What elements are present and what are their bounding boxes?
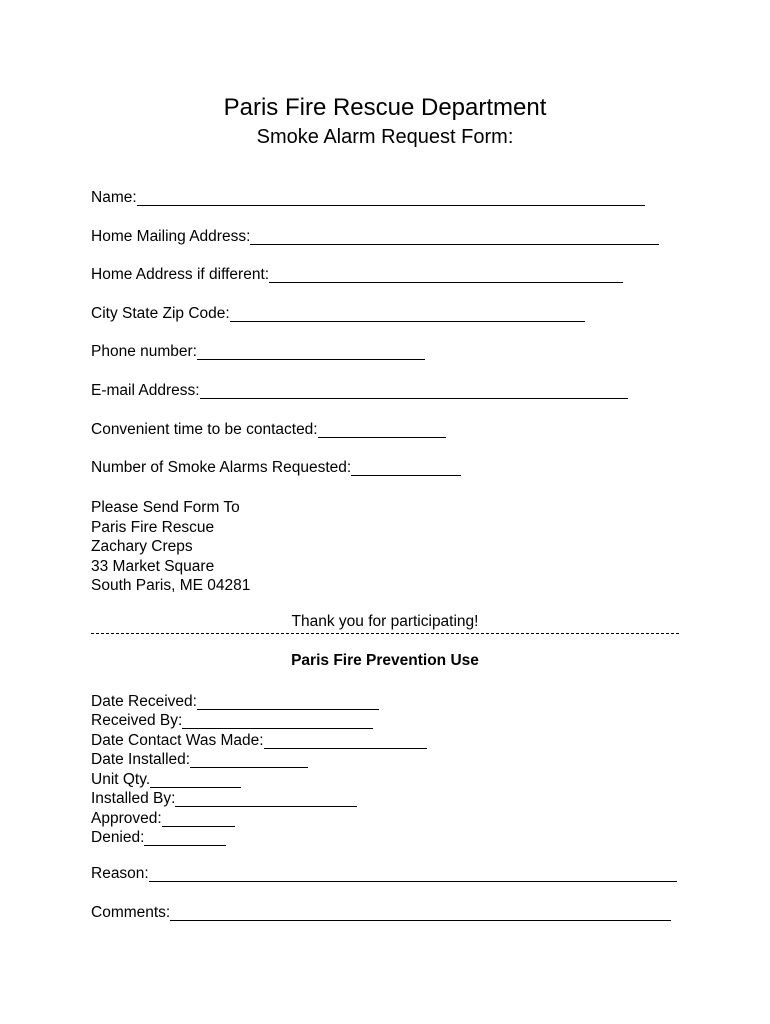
home-address-alt-blank[interactable]: [269, 267, 623, 283]
send-to-line: South Paris, ME 04281: [91, 577, 251, 594]
email-blank[interactable]: [200, 383, 628, 399]
unit-qty-blank[interactable]: [150, 772, 241, 788]
city-state-zip-label: City State Zip Code:: [91, 305, 230, 322]
alarm-count-field: [91, 459, 461, 477]
date-received-label: Date Received:: [91, 692, 197, 710]
contact-time-label: Convenient time to be contacted:: [91, 421, 318, 438]
date-contact-blank[interactable]: [264, 733, 427, 749]
send-to-line: Please Send Form To: [91, 499, 240, 516]
mailing-address-label: Home Mailing Address:: [91, 228, 251, 245]
contact-time-blank[interactable]: [318, 422, 446, 438]
city-state-zip-blank[interactable]: [230, 306, 585, 322]
reason-label: Reason:: [91, 865, 149, 882]
date-contact-label: Date Contact Was Made:: [91, 731, 264, 749]
send-to-line: Paris Fire Rescue: [91, 518, 215, 536]
received-by-label: Received By:: [91, 712, 183, 729]
date-installed-blank[interactable]: [190, 752, 308, 768]
dashed-divider: [91, 633, 679, 634]
email-label: E-mail Address:: [91, 382, 200, 399]
installed-by-blank[interactable]: [175, 791, 357, 807]
phone-blank[interactable]: [197, 344, 425, 360]
send-to-line: 33 Market Square: [91, 557, 215, 575]
unit-qty-field: [91, 769, 427, 789]
phone-label: Phone number:: [91, 343, 197, 360]
unit-qty-label: Unit Qty.: [91, 770, 151, 788]
denied-label: Denied:: [91, 829, 145, 846]
reason-field: [91, 865, 677, 883]
name-blank[interactable]: [137, 190, 645, 206]
approved-field: [91, 808, 427, 828]
thank-you-text: Thank you for participating!: [291, 613, 479, 630]
comments-blank[interactable]: [170, 905, 671, 921]
received-by-blank[interactable]: [182, 713, 373, 729]
office-use-title: Paris Fire Prevention Use: [291, 652, 479, 669]
mailing-address-field: [91, 228, 659, 246]
date-installed-field: [91, 750, 427, 770]
office-use-fields: [91, 691, 427, 847]
email-field: [91, 382, 628, 400]
comments-field: [91, 904, 671, 922]
denied-blank[interactable]: [144, 830, 226, 846]
name-label: Name:: [91, 189, 137, 206]
phone-field: [91, 343, 425, 361]
date-contact-field: [91, 730, 427, 750]
date-received-field: [91, 691, 427, 711]
send-to-line: Zachary Creps: [91, 538, 193, 555]
approved-label: Approved:: [91, 809, 162, 827]
home-address-alt-field: [91, 266, 623, 284]
date-installed-label: Date Installed:: [91, 751, 191, 768]
comments-label: Comments:: [91, 904, 171, 921]
approved-blank[interactable]: [162, 811, 235, 827]
date-received-blank[interactable]: [197, 694, 379, 710]
send-to-address: [91, 498, 250, 596]
alarm-count-label: Number of Smoke Alarms Requested:: [91, 459, 352, 476]
installed-by-field: [91, 789, 427, 809]
installed-by-label: Installed By:: [91, 790, 176, 807]
received-by-field: [91, 711, 427, 731]
home-address-alt-label: Home Address if different:: [91, 266, 270, 283]
denied-field: [91, 828, 427, 848]
form-subtitle: Smoke Alarm Request Form:: [256, 126, 514, 148]
contact-time-field: [91, 421, 446, 439]
alarm-count-blank[interactable]: [351, 460, 461, 476]
page-title: Paris Fire Rescue Department: [223, 94, 547, 121]
reason-blank[interactable]: [149, 866, 677, 882]
name-field: [91, 189, 645, 207]
city-state-zip-field: [91, 305, 585, 323]
mailing-address-blank[interactable]: [250, 229, 659, 245]
